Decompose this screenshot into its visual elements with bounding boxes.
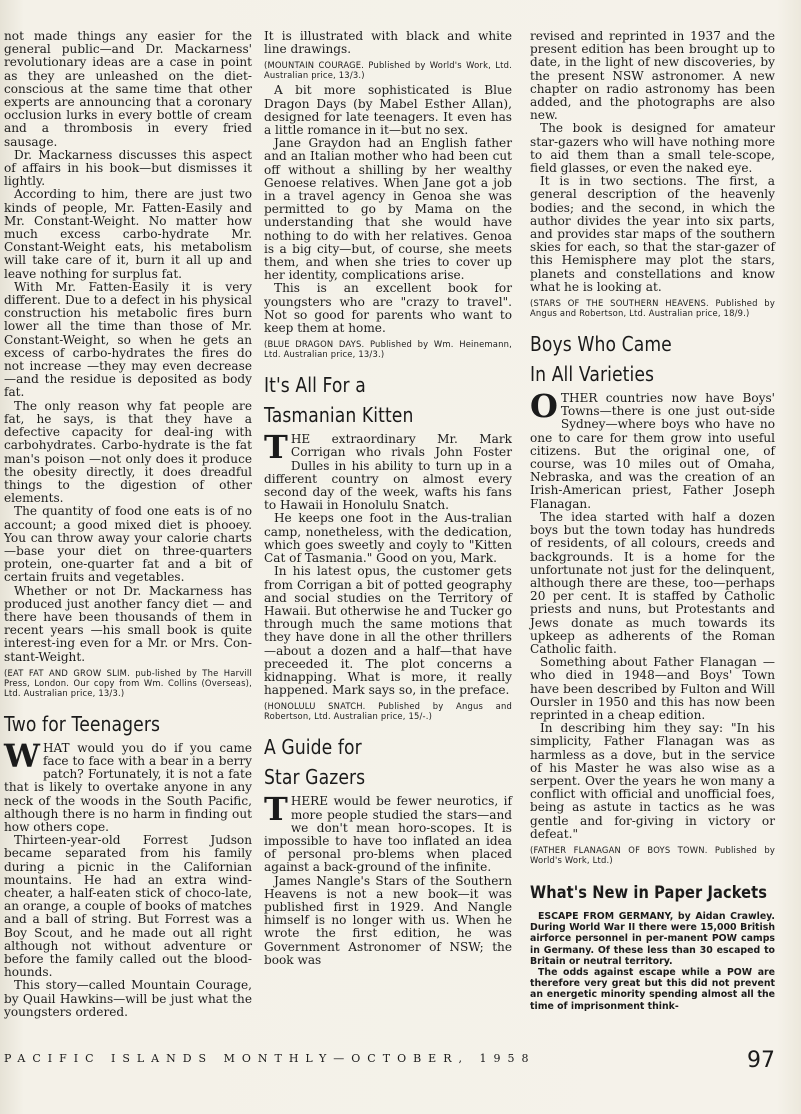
body-paragraph: In his latest opus, the customer gets from Corrigan a bit of potted geography and social studies on the Territory of Hawaii. But otherwise he and Tucker go through much the same motions that they have done in all the other thrillers—about a dozen and a half—that have preceeded it. The plot concerns a kidnapping. What is more, it really happened. Mark says so, in the preface. — [264, 564, 512, 698]
body-paragraph: This is an excellent book for youngsters who are "crazy to travel". Not so good for parents who want to keep them at home. — [264, 281, 512, 336]
paragraph-text: HAT would you do if you came face to face with a bear in a berry patch? Fortunately, it is not a fate that is likely to overtake anyone in any neck of the woods in the South Pacific, although there is no harm in finding out how others cope. — [4, 740, 252, 834]
body-paragraph: It is in two sections. The first, a general description of the heavenly bodies; and the second, in which the author divides the year into six parts, and provides star maps of the southern skies for each, so that the star-gazer of this Hemisphere may plot the stars, planets and constellations and know what he is looking at. — [530, 174, 775, 294]
paperback-review-paragraph: ESCAPE FROM GERMANY, by Aidan Crawley. During World War II there were 15,000 British airforce personnel in per-manent POW camps in Germany. Of these less than 30 escaped to Britain or neutral territory. — [530, 910, 775, 967]
publication-credit: (HONOLULU SNATCH. Published by Angus and Robertson, Ltd. Australian price, 15/-.) — [264, 701, 512, 722]
drop-cap-paragraph — [264, 428, 512, 513]
body-paragraph: James Nangle's Stars of the Southern Heavens is not a new book—it was published first in 1929. And Nangle himself is no longer with us. When he wrote the first edition, he was Government Astronomer of NSW; the book was — [264, 873, 512, 967]
body-paragraph: Thirteen-year-old Forrest Judson became separated from his family during a picnic in the Californian mountains. He had an extra wind-cheater, a half-eaten stick of choco-late, an orange, a couple of books of matches and a ball of string. But Forrest was a Boy Scout, and he made out all right although not without adventure or before the family called out the blood-hounds. — [4, 833, 252, 980]
paragraph-text: HE extraordinary Mr. Mark Corrigan who rivals John Foster Dulles in his ability to turn up in a different country on almost every second day of the week, wafts his fans to Hawaii in Honolulu Snatch. — [264, 432, 512, 513]
body-paragraph: It is illustrated with black and white line drawings. — [264, 29, 512, 57]
section-heading: Boys Who Came — [530, 332, 672, 357]
drop-cap-paragraph — [530, 387, 775, 511]
drop-cap-paragraph — [264, 790, 512, 875]
section-heading: It's All For a — [264, 373, 366, 398]
drop-cap: T — [264, 428, 288, 467]
paragraph-text: HERE would be fewer neurotics, if more people studied the stars—and we don't mean horo-scopes. It is impossible to have too inflated an idea of personal pro-blems when placed against a back-ground of the infinite. — [264, 794, 512, 875]
publication-credit: (FATHER FLANAGAN OF BOYS TOWN. Published by World's Work, Ltd.) — [530, 844, 775, 865]
section-heading: What's New in Paper Jackets — [530, 882, 768, 903]
body-paragraph: According to him, there are just two kinds of people, Mr. Fatten-Easily and Mr. Constant-Weight. No matter how much excess carbo-hydrate Mr. Constant-Weight eats, his metabolism will take care of it, burn it all up and leave nothing for surplus fat. — [4, 187, 252, 281]
publication-credit: (BLUE DRAGON DAYS. Published by Wm. Heinemann, Ltd. Australian price, 13/3.) — [264, 339, 512, 360]
body-paragraph: revised and reprinted in 1937 and the present edition has been brought up to date, in the light of new discoveries, by the present NSW astronomer. A new chapter on radio astronomy has been added, and the photographs are also new. — [530, 29, 775, 123]
page-number: 97 — [747, 1048, 775, 1073]
section-heading: Star Gazers — [264, 765, 366, 790]
body-paragraph: The quantity of food one eats is of no account; a good mixed diet is phooey. You can throw away your calorie charts—base your diet on three-quarters protein, one-quarter fat and a bit of certain fruits and vegetables. — [4, 504, 252, 585]
drop-cap: T — [264, 790, 288, 829]
body-paragraph: With Mr. Fatten-Easily it is very different. Due to a defect in his physical construction his metabolic fires burn lower all the time than those of Mr. Constant-Weight, so when he gets an excess of carbo-hydrates the fires do not increase —they may even decrease—and the residue is deposited as body fat. — [4, 279, 252, 400]
body-paragraph: The idea started with half a dozen boys but the town today has hundreds of residents, of all colours, creeds and backgrounds. It is a home for the unfortunate not just for the delinquent, although there are these, too—perhaps 20 per cent. It is staffed by Catholic priests and nuns, but Protestants and Jews donate as much towards its upkeep as adherents of the Roman Catholic faith. — [530, 509, 775, 656]
body-paragraph: Jane Graydon had an English father and an Italian mother who had been cut off without a shilling by her wealthy Genoese relatives. When Jane got a job in a travel agency in Genoa she was permitted to go by Mama on the understanding that she would have nothing to do with her relatives. Genoa is a big city—but, of course, she meets them, and when she tries to cover up her identity, complications arise. — [264, 136, 512, 283]
body-paragraph: Something about Father Flanagan —who died in 1948—and Boys' Town have been described by Fulton and Will Oursler in 1950 and this has now been reprinted in a cheap edition. — [530, 655, 775, 722]
publication-credit: (EAT FAT AND GROW SLIM. pub-lished by The Harvill Press, London. Our copy from Wm. Collins (Overseas), Ltd. Australian price, 13/3.) — [4, 667, 252, 698]
drop-cap-paragraph — [4, 736, 252, 834]
paperback-review-paragraph: The odds against escape while a POW are therefore very great but this did not prevent an energetic minority spending almost all the time of imprisonment think- — [530, 966, 775, 1012]
section-heading: A Guide for — [264, 735, 362, 760]
body-paragraph: A bit more sophisticated is Blue Dragon Days (by Mabel Esther Allan), designed for late teenagers. It even has a little romance in it—but no sex. — [264, 83, 512, 138]
body-paragraph: This story—called Mountain Courage, by Quail Hawkins—will be just what the youngsters ordered. — [4, 978, 252, 1019]
paragraph-text: THER countries now have Boys' Towns—there is one just out-side Sydney—where boys who have no one to care for them grow into useful citizens. But the original one, of course, was 10 miles out of Omaha, Nebraska, and was the creation of an Irish-American priest, Father Joseph Flanagan. — [530, 391, 775, 511]
section-heading: In All Varieties — [530, 362, 655, 387]
body-paragraph: Dr. Mackarness discusses this aspect of affairs in his book—but dismisses it lightly. — [4, 147, 252, 189]
body-paragraph: Whether or not Dr. Mackarness has produced just another fancy diet — and there have been thousands of them in recent years —his small book is quite interest-ing even for a Mr. or Mrs. Con-stant-Weight. — [4, 583, 252, 664]
drop-cap: O — [530, 387, 558, 426]
footer-masthead: PACIFIC ISLANDS MONTHLY—OCTOBER, 1958 — [4, 1052, 536, 1065]
column-1 — [4, 30, 252, 1019]
drop-cap: W — [4, 736, 40, 775]
body-paragraph: In describing him they say: "In his simplicity, Father Flanagan was as harmless as a dove, but in the service of his Master he was also wise as a serpent. Over the years he won many a conflict with official and unofficial foes, being as astute in tactics as he was gentle and for-giving in victory or defeat." — [530, 721, 775, 841]
body-paragraph: not made things any easier for the general public—and Dr. Mackarness' revolutionary ideas are a case in point as they are unleashed on the diet-conscious at the same time that other experts are announcing that a coronary occlusion lurks in every bottle of cream and a thrombosis in every fried sausage. — [4, 29, 252, 149]
publication-credit: (MOUNTAIN COURAGE. Published by World's Work, Ltd. Australian price, 13/3.) — [264, 60, 512, 81]
publication-credit: (STARS OF THE SOUTHERN HEAVENS. Published by Angus and Robertson, Ltd. Australian price, 18/9.) — [530, 298, 775, 319]
body-paragraph: The book is designed for amateur star-gazers who will have nothing more to aid them than a small tele-scope, field glasses, or even the naked eye. — [530, 121, 775, 176]
section-heading: Tasmanian Kitten — [264, 403, 414, 428]
column-3 — [530, 30, 775, 1012]
body-paragraph: He keeps one foot in the Aus-tralian camp, nonetheless, with the dedication, which goes sweetly and coyly to "Kitten Cat of Tasmania." Good on you, Mark. — [264, 511, 512, 566]
column-2 — [264, 30, 512, 967]
section-heading: Two for Teenagers — [4, 711, 161, 736]
body-paragraph: The only reason why fat people are fat, he says, is that they have a defective capacity for deal-ing with carbohydrates. Carbo-hydrate is the fat man's poison —not only does it produce the obesity directly, it does dreadful things to the digestion of other elements. — [4, 398, 252, 506]
